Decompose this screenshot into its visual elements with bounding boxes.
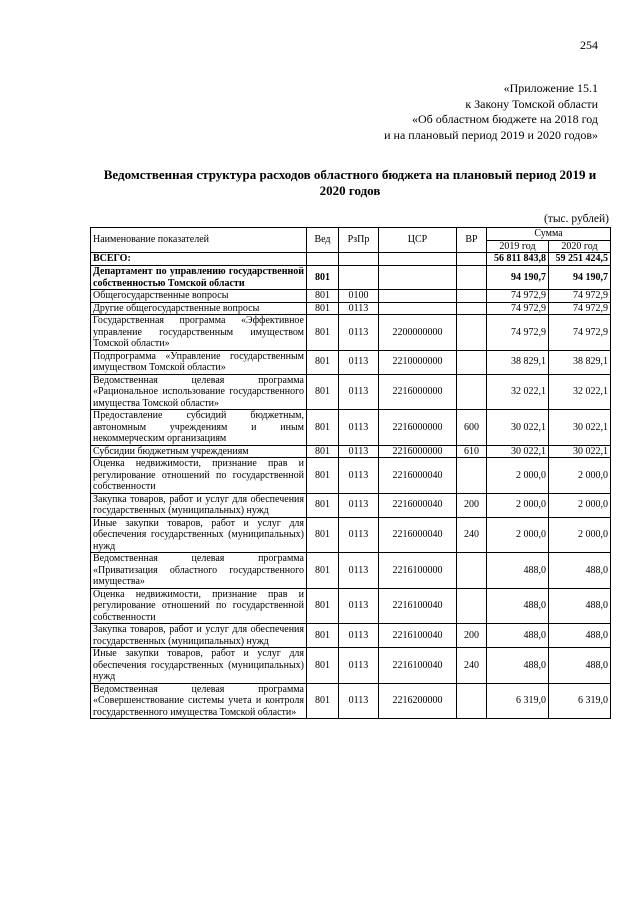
cell-csr bbox=[379, 290, 457, 303]
cell-rzpr: 0113 bbox=[339, 374, 379, 410]
cell-name: Общегосударственные вопросы bbox=[91, 290, 307, 303]
cell-ved: 801 bbox=[307, 374, 339, 410]
header-name: Наименование показателей bbox=[91, 228, 307, 253]
cell-2020: 2 000,0 bbox=[549, 458, 611, 494]
table-row bbox=[91, 683, 611, 719]
cell-2019: 32 022,1 bbox=[487, 374, 549, 410]
cell-rzpr: 0113 bbox=[339, 458, 379, 494]
cell-csr: 2216100000 bbox=[379, 553, 457, 589]
cell-2019: 488,0 bbox=[487, 624, 549, 648]
table-row bbox=[91, 493, 611, 517]
cell-vr bbox=[457, 374, 487, 410]
cell-ved: 801 bbox=[307, 302, 339, 315]
cell-ved: 801 bbox=[307, 517, 339, 553]
cell-ved: 801 bbox=[307, 588, 339, 624]
table-row bbox=[91, 588, 611, 624]
cell-name: Государственная программа «Эффективное управление государственным имуществом Томской области» bbox=[91, 315, 307, 351]
appendix-line: «Приложение 15.1 bbox=[503, 81, 598, 95]
cell-2019: 2 000,0 bbox=[487, 458, 549, 494]
cell-2020: 488,0 bbox=[549, 624, 611, 648]
cell-ved: 801 bbox=[307, 350, 339, 374]
cell-rzpr bbox=[339, 266, 379, 290]
cell-2020: 74 972,9 bbox=[549, 302, 611, 315]
cell-csr: 2216000000 bbox=[379, 410, 457, 446]
header-rzpr: РзПр bbox=[339, 228, 379, 253]
cell-rzpr: 0113 bbox=[339, 350, 379, 374]
cell-vr bbox=[457, 253, 487, 266]
cell-name: Закупка товаров, работ и услуг для обеспечения государственных (муниципальных) нужд bbox=[91, 493, 307, 517]
header-vr: ВР bbox=[457, 228, 487, 253]
cell-2019: 94 190,7 bbox=[487, 266, 549, 290]
cell-csr: 2216000040 bbox=[379, 517, 457, 553]
cell-2019: 74 972,9 bbox=[487, 290, 549, 303]
cell-vr bbox=[457, 458, 487, 494]
table-row bbox=[91, 458, 611, 494]
cell-2020: 94 190,7 bbox=[549, 266, 611, 290]
table-row bbox=[91, 553, 611, 589]
cell-rzpr: 0100 bbox=[339, 290, 379, 303]
cell-2020: 6 319,0 bbox=[549, 683, 611, 719]
cell-name: Другие общегосударственные вопросы bbox=[91, 302, 307, 315]
cell-ved: 801 bbox=[307, 266, 339, 290]
cell-ved: 801 bbox=[307, 315, 339, 351]
cell-2019: 488,0 bbox=[487, 588, 549, 624]
table-body bbox=[91, 253, 611, 719]
budget-table bbox=[90, 227, 611, 719]
cell-2020: 38 829,1 bbox=[549, 350, 611, 374]
cell-rzpr: 0113 bbox=[339, 517, 379, 553]
cell-name: Ведомственная целевая программа «Рациональное использование государственного имущества Томской области» bbox=[91, 374, 307, 410]
cell-vr: 200 bbox=[457, 493, 487, 517]
cell-rzpr: 0113 bbox=[339, 553, 379, 589]
cell-2019: 2 000,0 bbox=[487, 517, 549, 553]
header-sum: Сумма bbox=[487, 228, 611, 241]
table-row bbox=[91, 290, 611, 303]
units-label: (тыс. рублей) bbox=[543, 213, 609, 225]
table-row bbox=[91, 266, 611, 290]
cell-csr: 2216000040 bbox=[379, 493, 457, 517]
table-header bbox=[91, 228, 611, 253]
header-2020: 2020 год bbox=[549, 240, 611, 253]
cell-name: Предоставление субсидий бюджетным, автономным учреждениям и иным некоммерческим организациям bbox=[91, 410, 307, 446]
cell-name: Ведомственная целевая программа «Совершенствование системы учета и контроля государственного имущества Томской области» bbox=[91, 683, 307, 719]
cell-2019: 2 000,0 bbox=[487, 493, 549, 517]
cell-2019: 6 319,0 bbox=[487, 683, 549, 719]
cell-rzpr: 0113 bbox=[339, 302, 379, 315]
cell-name: Иные закупки товаров, работ и услуг для обеспечения государственных (муниципальных) нужд bbox=[91, 517, 307, 553]
cell-2020: 488,0 bbox=[549, 648, 611, 684]
table-row bbox=[91, 315, 611, 351]
cell-ved: 801 bbox=[307, 493, 339, 517]
cell-csr: 2200000000 bbox=[379, 315, 457, 351]
cell-ved: 801 bbox=[307, 624, 339, 648]
header-ved: Вед bbox=[307, 228, 339, 253]
table-row bbox=[91, 350, 611, 374]
cell-vr bbox=[457, 266, 487, 290]
cell-2020: 2 000,0 bbox=[549, 517, 611, 553]
cell-2020: 30 022,1 bbox=[549, 410, 611, 446]
cell-vr bbox=[457, 350, 487, 374]
appendix-line: «Об областном бюджете на 2018 год bbox=[412, 112, 598, 126]
cell-name: Подпрограмма «Управление государственным имуществом Томской области» bbox=[91, 350, 307, 374]
cell-2019: 38 829,1 bbox=[487, 350, 549, 374]
cell-name: Оценка недвижимости, признание прав и регулирование отношений по государственной собственности bbox=[91, 458, 307, 494]
table-row bbox=[91, 302, 611, 315]
cell-vr bbox=[457, 290, 487, 303]
cell-csr: 2216000040 bbox=[379, 458, 457, 494]
cell-vr: 610 bbox=[457, 445, 487, 458]
cell-ved bbox=[307, 253, 339, 266]
cell-ved: 801 bbox=[307, 445, 339, 458]
cell-vr bbox=[457, 683, 487, 719]
cell-2020: 2 000,0 bbox=[549, 493, 611, 517]
cell-vr bbox=[457, 315, 487, 351]
table-row bbox=[91, 624, 611, 648]
cell-ved: 801 bbox=[307, 458, 339, 494]
cell-csr: 2216200000 bbox=[379, 683, 457, 719]
cell-rzpr bbox=[339, 253, 379, 266]
cell-rzpr: 0113 bbox=[339, 315, 379, 351]
cell-ved: 801 bbox=[307, 683, 339, 719]
cell-2019: 74 972,9 bbox=[487, 302, 549, 315]
cell-2020: 59 251 424,5 bbox=[549, 253, 611, 266]
cell-csr: 2210000000 bbox=[379, 350, 457, 374]
appendix-header bbox=[298, 81, 598, 143]
appendix-line: и на плановый период 2019 и 2020 годов» bbox=[384, 127, 598, 142]
page-number: 254 bbox=[580, 38, 598, 52]
cell-vr bbox=[457, 302, 487, 315]
table-row bbox=[91, 410, 611, 446]
cell-rzpr: 0113 bbox=[339, 410, 379, 446]
cell-csr bbox=[379, 253, 457, 266]
cell-2019: 30 022,1 bbox=[487, 445, 549, 458]
cell-ved: 801 bbox=[307, 648, 339, 684]
cell-vr: 600 bbox=[457, 410, 487, 446]
cell-rzpr: 0113 bbox=[339, 683, 379, 719]
document-title: Ведомственная структура расходов областного бюджета на плановый период 2019 и 2020 годов bbox=[103, 167, 597, 198]
cell-2020: 488,0 bbox=[549, 553, 611, 589]
cell-csr bbox=[379, 266, 457, 290]
cell-2020: 74 972,9 bbox=[549, 290, 611, 303]
cell-2019: 488,0 bbox=[487, 553, 549, 589]
cell-2019: 30 022,1 bbox=[487, 410, 549, 446]
cell-2019: 56 811 843,8 bbox=[487, 253, 549, 266]
cell-2020: 74 972,9 bbox=[549, 315, 611, 351]
cell-vr: 240 bbox=[457, 517, 487, 553]
cell-ved: 801 bbox=[307, 553, 339, 589]
cell-ved: 801 bbox=[307, 290, 339, 303]
header-2019: 2019 год bbox=[487, 240, 549, 253]
cell-2019: 488,0 bbox=[487, 648, 549, 684]
table-row bbox=[91, 517, 611, 553]
cell-name: Департамент по управлению государственной собственностью Томской области bbox=[91, 266, 307, 290]
cell-rzpr: 0113 bbox=[339, 493, 379, 517]
table-row-total bbox=[91, 253, 611, 266]
cell-name: Субсидии бюджетным учреждениям bbox=[91, 445, 307, 458]
cell-vr: 240 bbox=[457, 648, 487, 684]
table-row bbox=[91, 445, 611, 458]
header-csr: ЦСР bbox=[379, 228, 457, 253]
cell-vr bbox=[457, 553, 487, 589]
cell-vr bbox=[457, 588, 487, 624]
cell-name: Иные закупки товаров, работ и услуг для обеспечения государственных (муниципальных) нужд bbox=[91, 648, 307, 684]
cell-name: Закупка товаров, работ и услуг для обеспечения государственных (муниципальных) нужд bbox=[91, 624, 307, 648]
cell-2020: 30 022,1 bbox=[549, 445, 611, 458]
cell-csr: 2216000000 bbox=[379, 374, 457, 410]
cell-csr: 2216000000 bbox=[379, 445, 457, 458]
cell-rzpr: 0113 bbox=[339, 648, 379, 684]
cell-csr: 2216100040 bbox=[379, 648, 457, 684]
cell-rzpr: 0113 bbox=[339, 624, 379, 648]
cell-csr: 2216100040 bbox=[379, 588, 457, 624]
cell-name: Оценка недвижимости, признание прав и регулирование отношений по государственной собственности bbox=[91, 588, 307, 624]
cell-name: ВСЕГО: bbox=[91, 253, 307, 266]
cell-rzpr: 0113 bbox=[339, 588, 379, 624]
cell-vr: 200 bbox=[457, 624, 487, 648]
cell-rzpr: 0113 bbox=[339, 445, 379, 458]
cell-2019: 74 972,9 bbox=[487, 315, 549, 351]
cell-2020: 488,0 bbox=[549, 588, 611, 624]
cell-2020: 32 022,1 bbox=[549, 374, 611, 410]
cell-ved: 801 bbox=[307, 410, 339, 446]
appendix-line: к Закону Томской области bbox=[465, 96, 598, 111]
cell-csr bbox=[379, 302, 457, 315]
cell-csr: 2216100040 bbox=[379, 624, 457, 648]
table-row bbox=[91, 648, 611, 684]
cell-name: Ведомственная целевая программа «Приватизация областного государственного имущества» bbox=[91, 553, 307, 589]
table-row bbox=[91, 374, 611, 410]
